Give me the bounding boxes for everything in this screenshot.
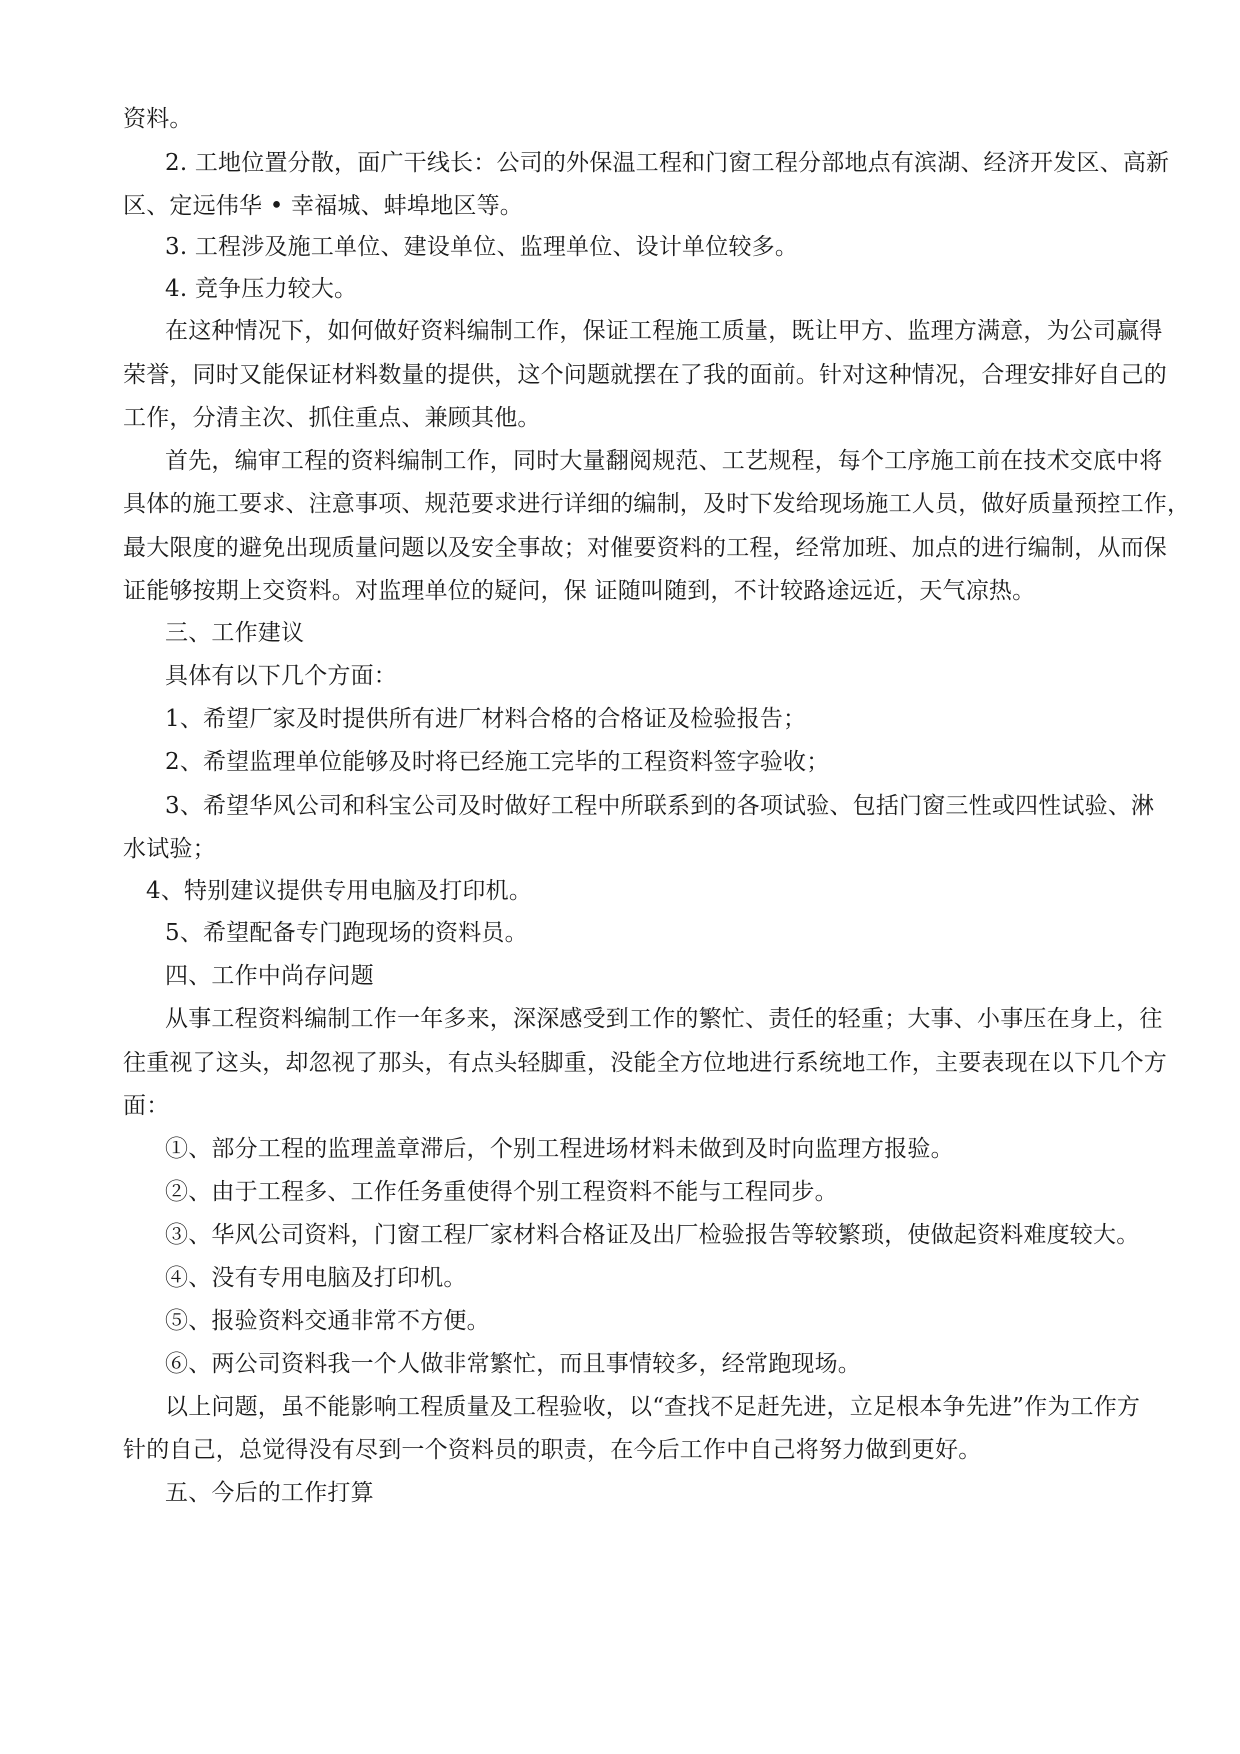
list-item: 2、希望监理单位能够及时将已经施工完毕的工程资料签字验收； <box>165 749 830 775</box>
list-item: 1、希望厂家及时提供所有进厂材料合格的合格证及检验报告； <box>165 706 807 732</box>
section-heading: 四、工作中尚存问题 <box>165 963 374 989</box>
section-heading: 五、今后的工作打算 <box>165 1480 374 1506</box>
text-line: 最大限度的避免出现质量问题以及安全事故；对催要资料的工程，经常加班、加点的进行编制，从而保 <box>123 535 1167 561</box>
list-item: ③、华风公司资料，门窗工程厂家材料合格证及出厂检验报告等较繁琐，使做起资料难度较大。 <box>165 1222 1140 1248</box>
text-line: 4. 竞争压力较大。 <box>165 276 358 302</box>
text-line: 证能够按期上交资料。对监理单位的疑问，保 证随叫随到，不计较路途远近，天气凉热。 <box>123 578 1036 604</box>
text-line: 具体的施工要求、注意事项、规范要求进行详细的编制，及时下发给现场施工人员，做好质量预控工作， <box>123 491 1191 517</box>
text-line: 从事工程资料编制工作一年多来，深深感受到工作的繁忙、责任的轻重；大事、小事压在身上，往 <box>165 1006 1163 1032</box>
list-item: 5、希望配备专门跑现场的资料员。 <box>165 920 528 946</box>
text-line: 区、定远伟华 • 幸福城、蚌埠地区等。 <box>123 193 523 219</box>
list-item: ⑥、两公司资料我一个人做非常繁忙，而且事情较多，经常跑现场。 <box>165 1351 861 1377</box>
section-heading: 三、工作建议 <box>165 620 305 646</box>
text-line: 往重视了这头，却忽视了那头，有点头轻脚重，没能全方位地进行系统地工作，主要表现在以下几个方 <box>123 1050 1167 1076</box>
text-line: 以上问题，虽不能影响工程质量及工程验收，以“查找不足赶先进，立足根本争先进”作为工作方 <box>165 1394 1141 1420</box>
text-line: 针的自己，总觉得没有尽到一个资料员的职责，在今后工作中自己将努力做到更好。 <box>123 1437 982 1463</box>
text-line: 3. 工程涉及施工单位、建设单位、监理单位、设计单位较多。 <box>165 234 799 260</box>
text-line: 2. 工地位置分散，面广干线长：公司的外保温工程和门窗工程分部地点有滨湖、经济开发区、高新 <box>165 150 1170 176</box>
list-item: ⑤、报验资料交通非常不方便。 <box>165 1308 490 1334</box>
text-line: 荣誉，同时又能保证材料数量的提供，这个问题就摆在了我的面前。针对这种情况，合理安排好自己的 <box>123 362 1167 388</box>
text-line: 工作，分清主次、抓住重点、兼顾其他。 <box>123 405 541 431</box>
text-line: 首先，编审工程的资料编制工作，同时大量翻阅规范、工艺规程，每个工序施工前在技术交底中将 <box>165 448 1163 474</box>
text-line: 具体有以下几个方面： <box>165 663 397 689</box>
text-line: 面： <box>123 1093 170 1119</box>
text-line: 在这种情况下，如何做好资料编制工作，保证工程施工质量，既让甲方、监理方满意，为公司赢得 <box>165 318 1163 344</box>
list-item: 4、特别建议提供专用电脑及打印机。 <box>146 878 533 904</box>
list-item: ④、没有专用电脑及打印机。 <box>165 1265 467 1291</box>
list-item: ①、部分工程的监理盖章滞后，个别工程进场材料未做到及时向监理方报验。 <box>165 1136 954 1162</box>
list-item: 3、希望华风公司和科宝公司及时做好工程中所联系到的各项试验、包括门窗三性或四性试验、淋 <box>165 793 1155 819</box>
list-item: ②、由于工程多、工作任务重使得个别工程资料不能与工程同步。 <box>165 1179 838 1205</box>
text-line: 水试验； <box>123 836 216 862</box>
text-line: 资料。 <box>123 106 193 132</box>
